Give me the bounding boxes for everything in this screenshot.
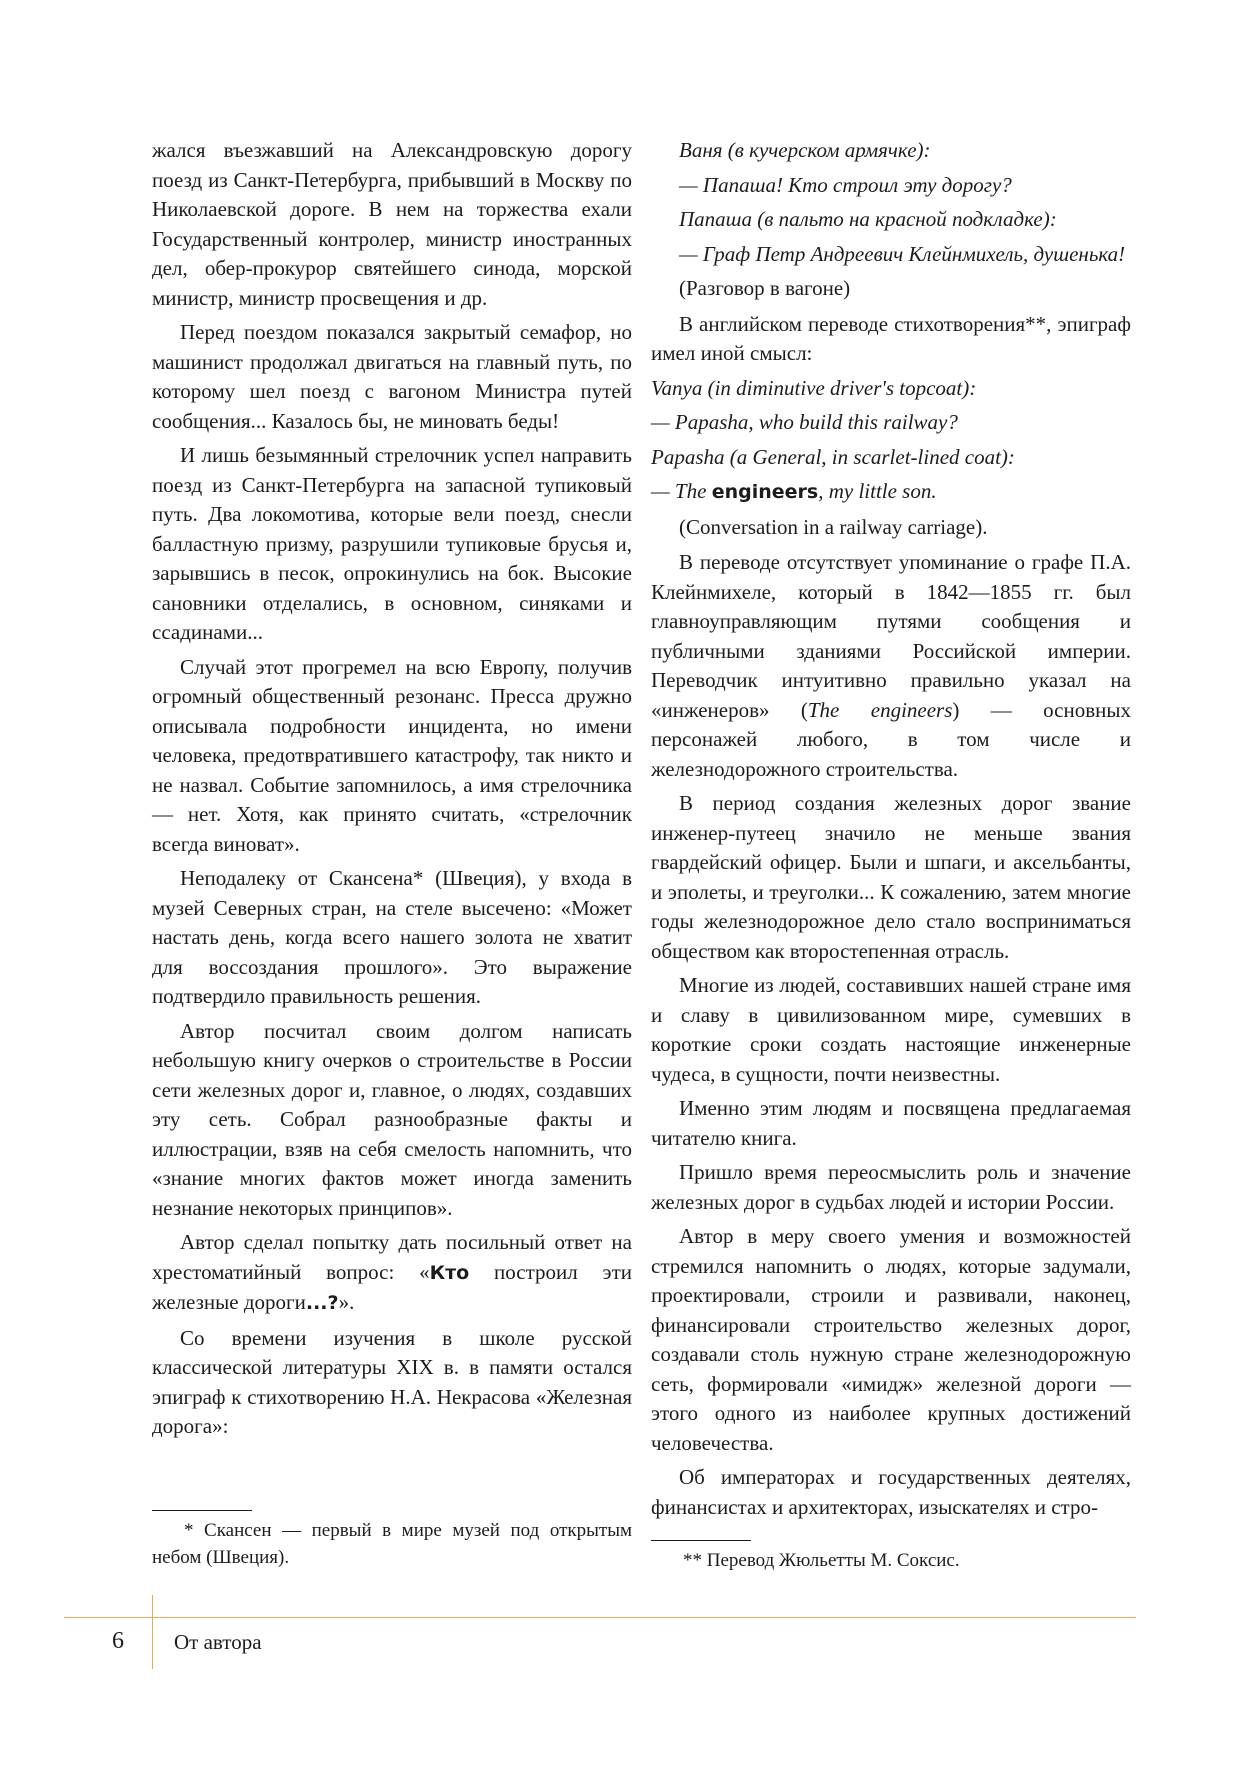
footnote-text: * Скансен — первый в мире музей под открытым небом (Швеция).: [152, 1520, 632, 1568]
bold-word: engineers: [711, 481, 819, 503]
epigraph-line: — Папаша! Кто строил эту дорогу?: [679, 172, 1012, 197]
running-head: От автора: [174, 1630, 262, 1654]
paragraph: Перед поездом показался закрытый семафор, но машинист продолжал двигаться на главный путь, по которому шел поезд с вагоном Министра путей сообщения... Казалось бы, не миновать беды!: [152, 320, 632, 433]
paragraph: Пришло время переосмыслить роль и значение железных дорог в судьбах людей и истории России.: [651, 1160, 1131, 1214]
epigraph-source: (Conversation in a railway carriage).: [679, 514, 988, 539]
paragraph: Об императорах и государственных деятелях, финансистах и архитекторах, изыскателях и стро-: [651, 1465, 1131, 1519]
paragraph: В период создания железных дорог звание инженер-путеец значило не меньше звания гвардейский офицер. Были и шпаги, и аксельбанты, и эполеты, и треуголки... К сожалению, затем многие годы железнодорожное дело стало восприниматься обществом как второстепенная отрасль.: [651, 791, 1131, 963]
paragraph: жался въезжавший на Александровскую дорогу поезд из Санкт-Петербурга, прибывший в Москву по Николаевской дороге. В нем на торжества ехали Государственный контролер, министр иностранных дел, обер-прокурор святейшего синода, морской министр, министр просвещения и др.: [152, 138, 632, 310]
paragraph: Неподалеку от Скансена* (Швеция), у входа в музей Северных стран, на стеле высечено: «Может настать день, когда всего нашего золота не хватит для воссоздания прошлого». Это выражение подтвердило правильность решения.: [152, 866, 632, 1008]
paragraph: Случай этот прогремел на всю Европу, получив огромный общественный резонанс. Пресса дружно описывала подробности инцидента, но имени человека, предотвратившего катастрофу, так никто и не назвал. Событие запомнилось, а имя стрелочника — нет. Хотя, как принято считать, «стрелочник всегда виноват».: [152, 654, 632, 856]
paragraph: [152, 1228, 632, 1319]
epigraph-line: Papasha (a General, in scarlet-lined coat):: [651, 444, 1015, 469]
paragraph: Именно этим людям и посвящена предлагаемая читателю книга.: [651, 1096, 1131, 1150]
footer-divider-tick: [152, 1595, 153, 1669]
footer-rule: [64, 1617, 1136, 1618]
epigraph-source: (Разговор в вагоне): [679, 276, 851, 300]
paragraph: Со времени изучения в школе русской классической литературы XIX в. в памяти остался эпиграф к стихотворению Н.А. Некрасова «Железная дорога»:: [152, 1325, 632, 1438]
epigraph-line: — Papasha, who build this railway?: [651, 410, 958, 434]
italic-phrase: The engineers: [807, 697, 953, 722]
epigraph-russian: [651, 136, 1131, 304]
epigraph-english: [651, 374, 1131, 543]
text-run: Автор сделал попытку дать посильный ответ на хрестоматийный вопрос: «: [152, 1230, 632, 1284]
epigraph-line: Папаша (в пальто на красной подкладке):: [679, 207, 1057, 231]
page-number: 6: [112, 1628, 124, 1654]
right-column: [651, 136, 1131, 1527]
epigraph-line: [651, 477, 1131, 508]
text-run: ».: [338, 1290, 355, 1314]
text-run: , my little son.: [818, 479, 937, 503]
text-run: В переводе отсутствует упоминание о графе П.А. Клейнмихеле, который в 1842—1855 гг. был главноуправляющим путями сообщения и публичными зданиями Российской империи. Переводчик интуитивно правильно указал на «инженеров» (: [651, 550, 1131, 722]
text-run: — The: [651, 479, 712, 503]
footnote-rule: [152, 1510, 252, 1511]
footnote-left: [152, 1510, 632, 1571]
footnote-right: [651, 1540, 1131, 1574]
paragraph: В английском переводе стихотворения**, эпиграф имел иной смысл:: [651, 311, 1131, 365]
text-run: ) — основных персонажей любого, в том числе и железнодорожного строительства.: [651, 697, 1131, 781]
paragraph: Автор посчитал своим долгом написать небольшую книгу очерков о строительстве в России сети железных дорог и, главное, о людях, создавших эту сеть. Собрал разнообразные факты и иллюстрации, взяв на себя смелость напомнить, что «знание многих фактов может иногда заменить незнание некоторых принципов».: [152, 1018, 632, 1220]
paragraph: И лишь безымянный стрелочник успел направить поезд из Санкт-Петербурга на запасной тупиковый путь. Два локомотива, которые вели поезд, снесли балластную призму, разрушили тупиковые брусья и, зарывшись в песок, опрокинулись на бок. Высокие сановники отделались, в основном, синяками и ссадинами...: [152, 443, 632, 644]
footnote-text: ** Перевод Жюльетты М. Соксис.: [683, 1550, 960, 1571]
epigraph-line: Ваня (в кучерском армячке):: [679, 138, 931, 162]
footnote-rule: [651, 1540, 751, 1541]
bold-ellipsis: ...?: [305, 1292, 339, 1314]
paragraph: Автор в меру своего умения и возможностей стремился напомнить о людях, которые задумали, проектировали, строили и развивали, наконец, финансировали строительство железных дорог, создавали столь нужную стране железнодорожную сеть, формировали «имидж» железной дороги — этого одного из наиболее крупных достижений человечества.: [651, 1224, 1131, 1455]
epigraph-line: Vanya (in diminutive driver's topcoat):: [651, 375, 977, 400]
text-run: построил эти железные дороги: [152, 1259, 632, 1314]
paragraph: Многие из людей, составивших нашей стране имя и славу в цивилизованном мире, сумевших в короткие сроки создать настоящие инженерные чудеса, в сущности, почти неизвестны.: [651, 973, 1131, 1086]
paragraph: [651, 548, 1131, 784]
bold-word: Кто: [429, 1261, 470, 1284]
epigraph-line: — Граф Петр Андреевич Клейнмихель, душенька!: [679, 241, 1126, 266]
left-column: [152, 136, 632, 1447]
